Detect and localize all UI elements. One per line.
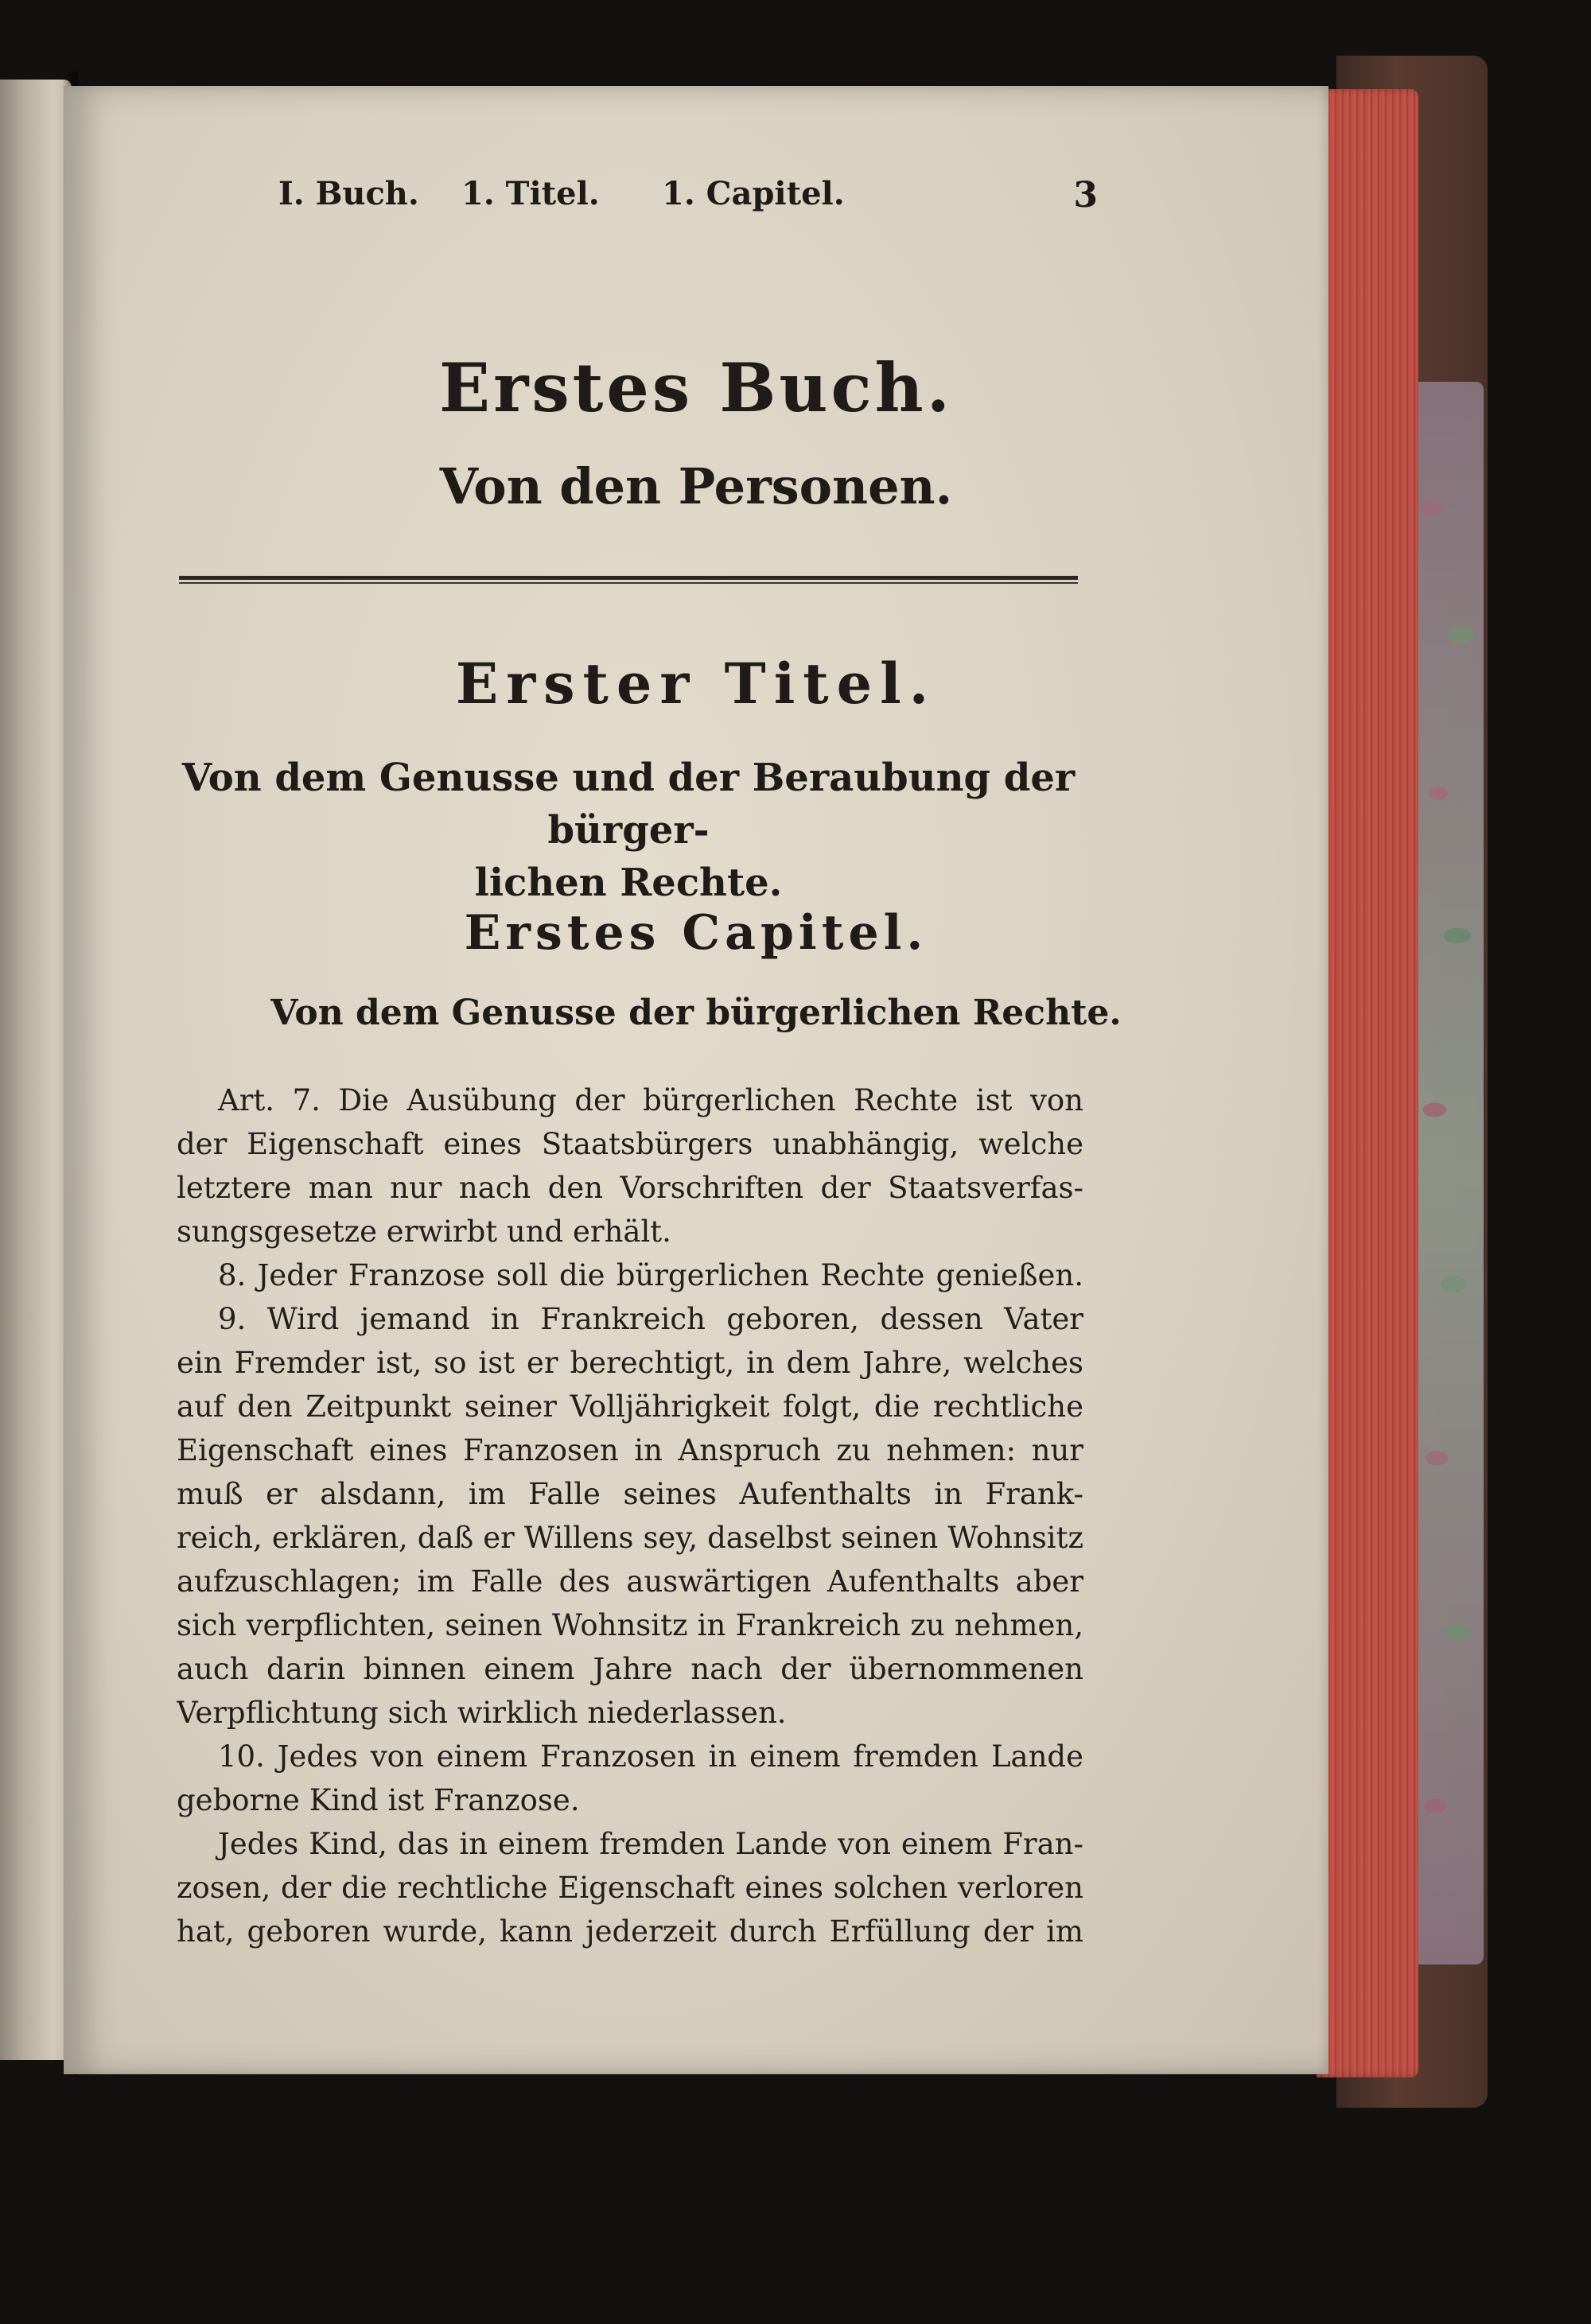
book-title: Erstes Buch. (439, 348, 953, 427)
chapter-subtitle: Von dem Genusse der bürgerlichen Rechte. (270, 993, 1122, 1033)
text-line: ein Fremder ist, so ist er berechtigt, in dem Jahre, welches (177, 1346, 1083, 1380)
page-number: 3 (1073, 175, 1098, 216)
title-subtitle-line: Von dem Genusse und der Beraubung der bürger- (181, 756, 1076, 853)
page-block-edge (1317, 89, 1418, 2077)
text-line: reich, erklären, daß er Willens sey, daselbst seinen Wohnsitz (177, 1521, 1083, 1555)
text-line: auf den Zeitpunkt seiner Volljährigkeit folgt, die rechtliche (177, 1389, 1083, 1424)
text-line: Verpflichtung sich wirklich niederlassen. (177, 1696, 787, 1730)
text-line: 8. Jeder Franzose soll die bürgerlichen Rechte genießen. (218, 1258, 1083, 1292)
text-line: aufzuschlagen; im Falle des auswärtigen Aufenthalts aber (177, 1564, 1083, 1599)
text-line: hat, geboren wurde, kann jederzeit durch Erfüllung der im (177, 1914, 1083, 1949)
body-text (177, 1078, 1083, 1953)
text-line: sungsgesetze erwirbt und erhält. (177, 1214, 671, 1249)
title-heading: Erster Titel. (455, 651, 937, 717)
decorative-rule (179, 574, 1078, 585)
text-line: Eigenschaft eines Franzosen in Anspruch zu nehmen: nur (177, 1433, 1083, 1467)
text-line: geborne Kind ist Franzose. (177, 1783, 580, 1817)
text-line: Art. 7. Die Ausübung der bürgerlichen Rechte ist von (218, 1083, 1083, 1117)
book-subtitle: Von den Personen. (439, 457, 953, 515)
running-head-title: 1. Titel. (461, 175, 600, 212)
running-head-book: I. Buch. (278, 175, 419, 212)
running-head (278, 175, 1098, 223)
title-subtitle (175, 752, 1082, 909)
text-line: letztere man nur nach den Vorschriften der Staatsverfas- (177, 1171, 1083, 1205)
title-subtitle-line: lichen Rechte. (474, 861, 783, 905)
marbled-endpaper (1408, 382, 1484, 1965)
text-line: Jedes Kind, das in einem fremden Lande von einem Fran- (218, 1827, 1083, 1861)
text-line: 9. Wird jemand in Frankreich geboren, dessen Vater (218, 1302, 1083, 1336)
rule-thick-line (179, 576, 1078, 580)
text-line: auch darin binnen einem Jahre nach der übernommenen (177, 1652, 1083, 1686)
text-line: sich verpflichten, seinen Wohnsitz in Frankreich zu nehmen, (177, 1608, 1083, 1642)
text-line: muß er alsdann, im Falle seines Aufenthalts in Frank- (177, 1477, 1083, 1511)
text-line: zosen, der die rechtliche Eigenschaft eines solchen verloren (177, 1871, 1083, 1905)
rule-thin-line (179, 582, 1078, 584)
text-line: 10. Jedes von einem Franzosen in einem fremden Lande (218, 1739, 1083, 1774)
running-head-chapter: 1. Capitel. (662, 175, 845, 212)
left-page-edge (0, 80, 72, 2060)
chapter-heading: Erstes Capitel. (464, 905, 928, 961)
text-line: der Eigenschaft eines Staatsbürgers unabhängig, welche (177, 1127, 1083, 1161)
